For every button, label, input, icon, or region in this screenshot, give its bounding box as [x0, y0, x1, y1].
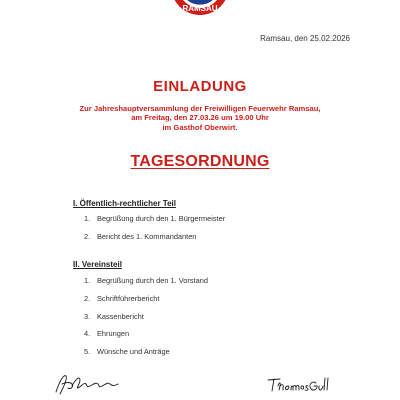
fire-brigade-logo-icon	[170, 0, 230, 16]
item-text: Schriftführerbericht	[97, 293, 160, 303]
section-public-list	[84, 214, 225, 250]
intro-line: im Gasthof Oberwirt.	[162, 122, 238, 132]
invitation-intro	[0, 104, 400, 132]
right-signature-icon	[266, 374, 336, 396]
item-number: 1.	[84, 214, 91, 223]
item-text: Kassenbericht	[97, 311, 144, 321]
item-text: Begrüßung durch den 1. Bürgermeister	[97, 214, 226, 223]
item-number: 3.	[84, 311, 91, 321]
section-heading-club: II. Vereinsteil	[73, 260, 122, 269]
item-number: 5.	[84, 347, 91, 357]
invitation-title: EINLADUNG	[153, 78, 247, 95]
item-number: 2.	[84, 293, 91, 303]
list-item	[84, 329, 208, 347]
item-number: 4.	[84, 329, 91, 339]
intro-line: Zur Jahreshauptversammlung der Freiwilligen Feuerwehr Ramsau,	[79, 104, 321, 113]
item-text: Begrüßung durch den 1. Vorstand	[97, 276, 208, 285]
item-text: Ehrungen	[97, 329, 130, 339]
logo-text: RAMSAU	[182, 4, 218, 13]
list-item	[84, 347, 208, 365]
list-item	[84, 312, 208, 330]
list-item	[84, 232, 225, 250]
item-number: 1.	[84, 276, 91, 285]
list-item	[84, 214, 225, 232]
item-text: Wünsche und Anträge	[97, 347, 170, 357]
left-signature-icon	[52, 370, 122, 398]
list-item	[84, 276, 208, 294]
section-club-list	[84, 276, 208, 365]
intro-line: am Freitag, den 27.03.26 um 19.00 Uhr	[131, 113, 269, 123]
list-item	[84, 294, 208, 312]
section-heading-public: I. Öffentlich-rechtlicher Teil	[73, 199, 176, 208]
document-date: Ramsau, den 25.02.2026	[260, 34, 350, 43]
agenda-title: TAGESORDNUNG	[130, 153, 270, 170]
item-text: Bericht des 1. Kommandanten	[97, 231, 197, 241]
item-number: 2.	[84, 231, 91, 241]
